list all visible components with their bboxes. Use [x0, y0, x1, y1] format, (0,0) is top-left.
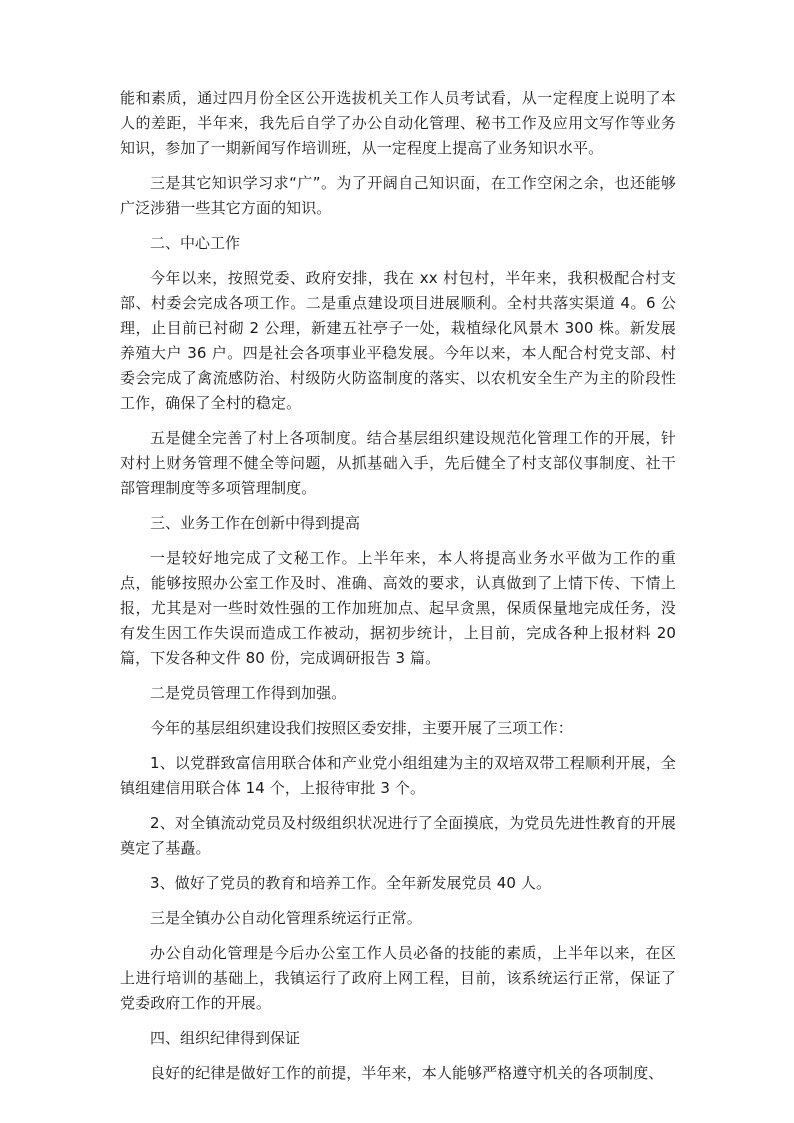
paragraph: 三是其它知识学习求“广”。为了开阔自己知识面，在工作空闲之余，也还能够广泛涉猎一些其它方面的知识。	[120, 174, 676, 217]
list-item: 2、对全镇流动党员及村级组织状况进行了全面摸底，为党员先进性教育的开展奠定了基矗。	[120, 814, 676, 857]
section-heading: 三、业务工作在创新中得到提高	[150, 514, 361, 532]
paragraph: 二是党员管理工作得到加强。	[150, 684, 347, 702]
section-heading: 二、中心工作	[150, 234, 241, 252]
paragraph: 能和素质，通过四月份全区公开选拔机关工作人员考试看，从一定程度上说明了本人的差距，半年来，我先后自学了办公自动化管理、秘书工作及应用文写作等业务知识，参加了一期新闻写作培训班，从一定程度上提高了业务知识水平。	[120, 89, 676, 157]
list-item: 1、以党群致富信用联合体和产业党小组组建为主的双培双带工程顺利开展，全镇组建信用联合体 14 个，上报待审批 3 个。	[120, 754, 676, 797]
paragraph: 三是全镇办公自动化管理系统运行正常。	[150, 909, 422, 927]
section-heading: 四、组织纪律得到保证	[150, 1029, 301, 1047]
paragraph: 办公自动化管理是今后办公室工作人员必备的技能的素质，上半年以来，在区上进行培训的基础上，我镇运行了政府上网工程，目前，该系统运行正常，保证了党委政府工作的开展。	[120, 944, 676, 1012]
document-body	[120, 86, 676, 1096]
list-item: 3、做好了党员的教育和培养工作。全年新发展党员 40 人。	[150, 874, 552, 892]
paragraph: 一是较好地完成了文秘工作。上半年来，本人将提高业务水平做为工作的重点，能够按照办公室工作及时、准确、高效的要求，认真做到了上情下传、下情上报，尤其是对一些时效性强的工作加班加点、起早贪黑，保质保量地完成任务，没有发生因工作失误而造成工作被动，据初步统计，上目前，完成各种上报材料 20 篇，下发各种文件 80 份，完成调研报告 3 篇。	[120, 549, 676, 667]
paragraph: 良好的纪律是做好工作的前提，半年来，本人能够严格遵守机关的各项制度、	[150, 1064, 664, 1082]
paragraph: 今年的基层组织建设我们按照区委安排，主要开展了三项工作：	[150, 719, 573, 737]
paragraph: 今年以来，按照党委、政府安排，我在 xx 村包村，半年来，我积极配合村支部、村委会完成各项工作。二是重点建设项目进展顺利。全村共落实渠道 4。6 公理，止目前已衬砌 2 公理，新建五社亭子一处，栽植绿化风景木 300 株。新发展养殖大户 36 户。四是社会各项事业平稳发展。今年以来，本人配合村党支部、村委会完成了禽流感防治、村级防火防盗制度的落实、以农机安全生产为主的阶段性工作，确保了全村的稳定。	[120, 269, 676, 412]
paragraph: 五是健全完善了村上各项制度。结合基层组织建设规范化管理工作的开展，针对村上财务管理不健全等问题，从抓基础入手，先后健全了村支部仪事制度、社干部管理制度等多项管理制度。	[120, 429, 676, 497]
